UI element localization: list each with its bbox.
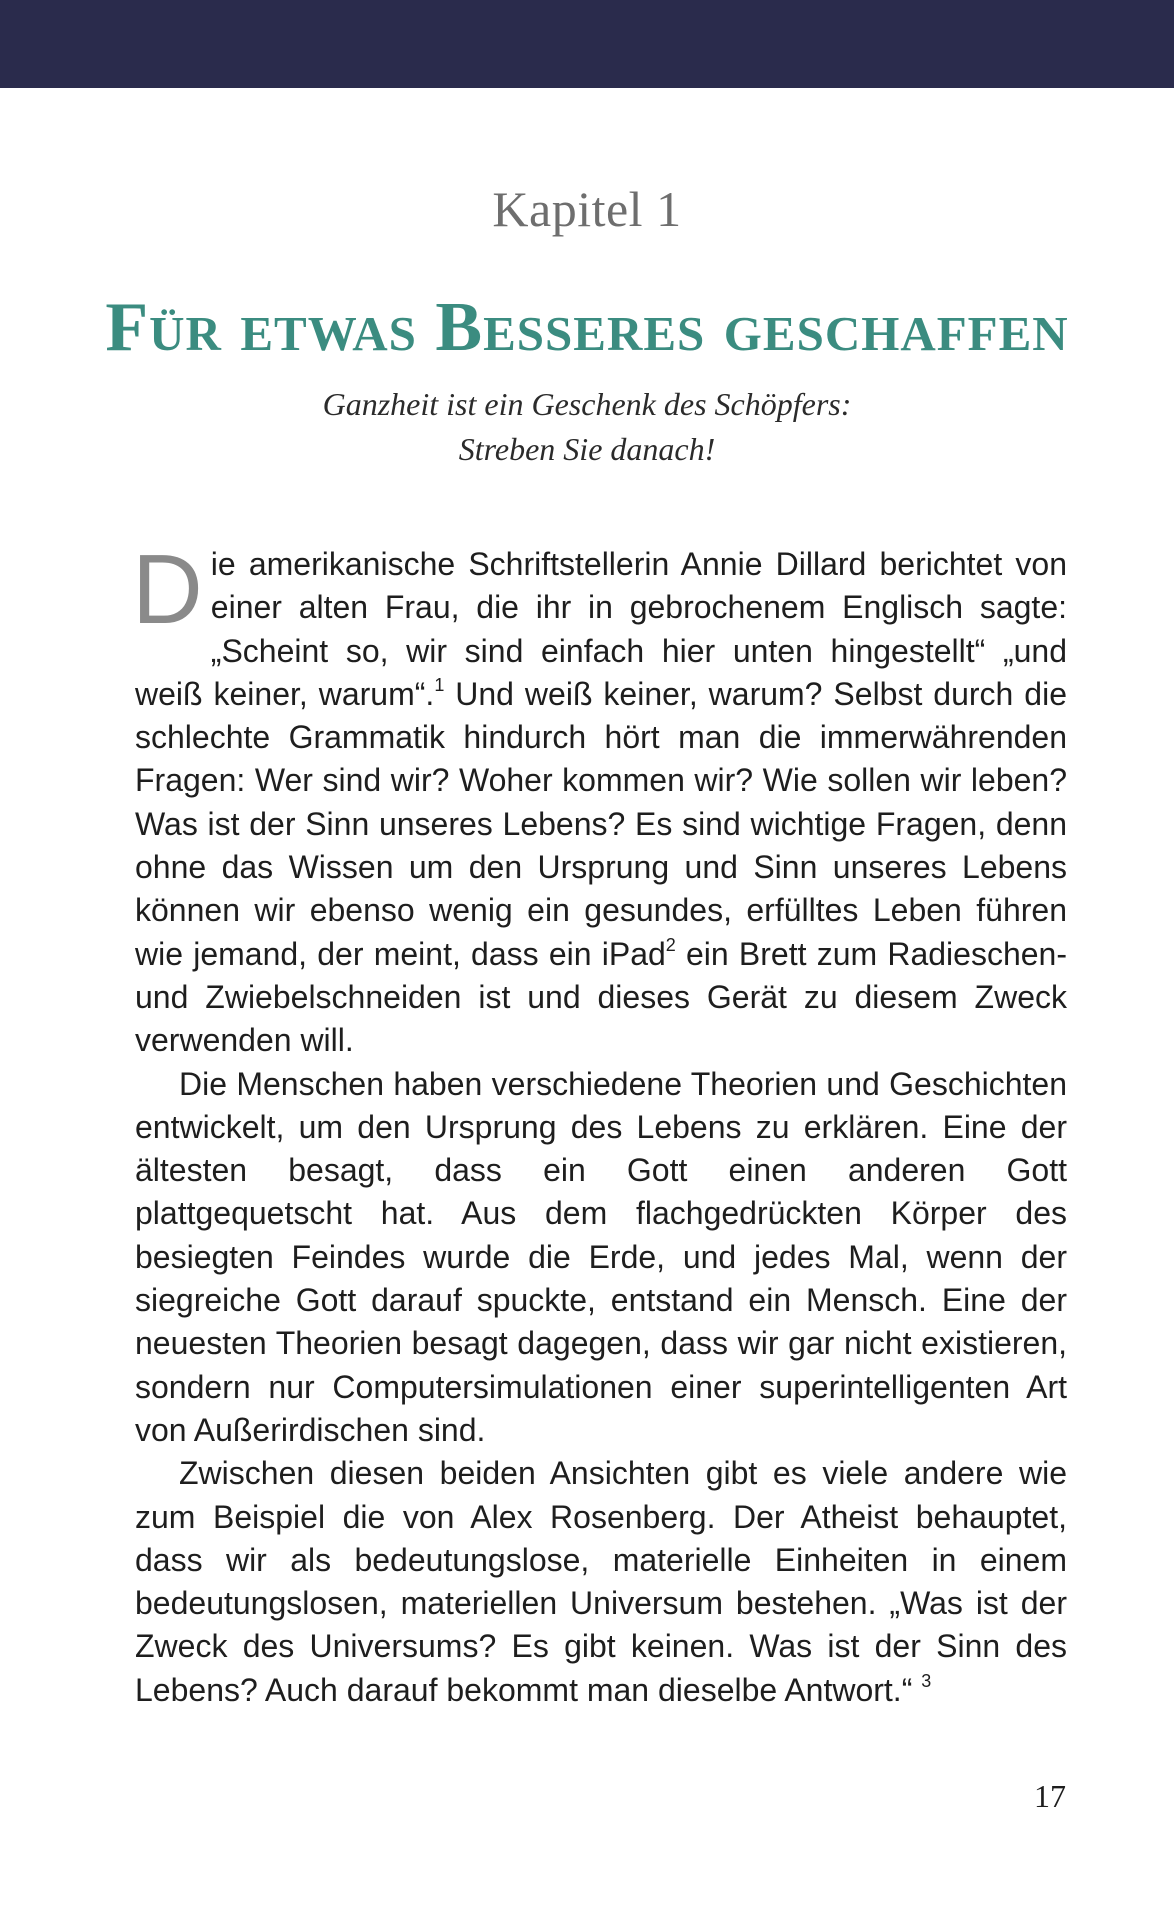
footnote-ref-3: 3 <box>921 1670 932 1691</box>
chapter-title: Für etwas Besseres geschaffen <box>105 289 1069 366</box>
footnote-ref-2: 2 <box>665 934 676 955</box>
paragraph-1-text-a: ie amerikanische Schriftstellerin Annie Dillard berichtet von einer alten Frau, die ihr in gebrochenem Englisch sagte: „Scheint so, wir sind einfach hier unten hingestellt“ „und weiß keiner, warum“. <box>135 546 1067 712</box>
paragraph-1-text-b: Und weiß keiner, warum? Selbst durch die schlechte Grammatik hindurch hört man die immerwährenden Fragen: Wer sind wir? Woher kommen wir? Wie sollen wir leben? Was ist der Sinn unseres Lebens? Es sind wichtige Fragen, denn ohne das Wissen um den Ursprung und Sinn unseres Lebens können wir ebenso wenig ein gesundes, erfülltes Leben führen wie jemand, der meint, dass ein iPad <box>135 675 1068 972</box>
chapter-subtitle <box>0 382 1174 472</box>
paragraph-2: Die Menschen haben verschiedene Theorien und Geschichten entwickelt, um den Ursprung des Lebens zu erklären. Eine der ältesten besagt, dass ein Gott einen anderen Gott plattgequetscht hat. Aus dem flachgedrückten Körper des besiegten Feindes wurde die Erde, und jedes Mal, wenn der siegreiche Gott darauf spuckte, entstand ein Mensch. Eine der neuesten Theorien besagt dagegen, dass wir gar nicht existieren, sondern nur Computersimulationen einer superintelligenten Art von Außerirdischen sind. <box>135 1065 1067 1448</box>
page-number: 17 <box>1034 1778 1066 1814</box>
paragraph-1-text-c: ein Brett zum Radieschen- und Zwiebelschneiden ist und dieses Gerät zu diesem Zweck verwenden will. <box>135 935 1068 1059</box>
paragraph-3 <box>135 1452 1067 1712</box>
subtitle-line-2: Streben Sie danach! <box>458 431 716 467</box>
drop-cap: D <box>132 534 203 644</box>
paragraph-3-text: Zwischen diesen beiden Ansichten gibt es viele andere wie zum Beispiel die von Alex Rosenberg. Der Atheist behauptet, dass wir als bedeutungslose, materielle Einheiten in einem bedeutungslosen, materiellen Universum bestehen. „Was ist der Zweck des Universums? Es gibt keinen. Was ist der Sinn des Lebens? Auch darauf bekommt man dieselbe Antwort.“ <box>135 1455 1067 1708</box>
footnote-ref-1: 1 <box>434 674 445 695</box>
top-bar <box>0 0 1174 88</box>
chapter-number: Kapitel 1 <box>492 181 682 237</box>
subtitle-line-1: Ganzheit ist ein Geschenk des Schöpfers: <box>322 386 852 422</box>
paragraph-1 <box>132 534 1068 1063</box>
body-text <box>132 534 1068 1712</box>
